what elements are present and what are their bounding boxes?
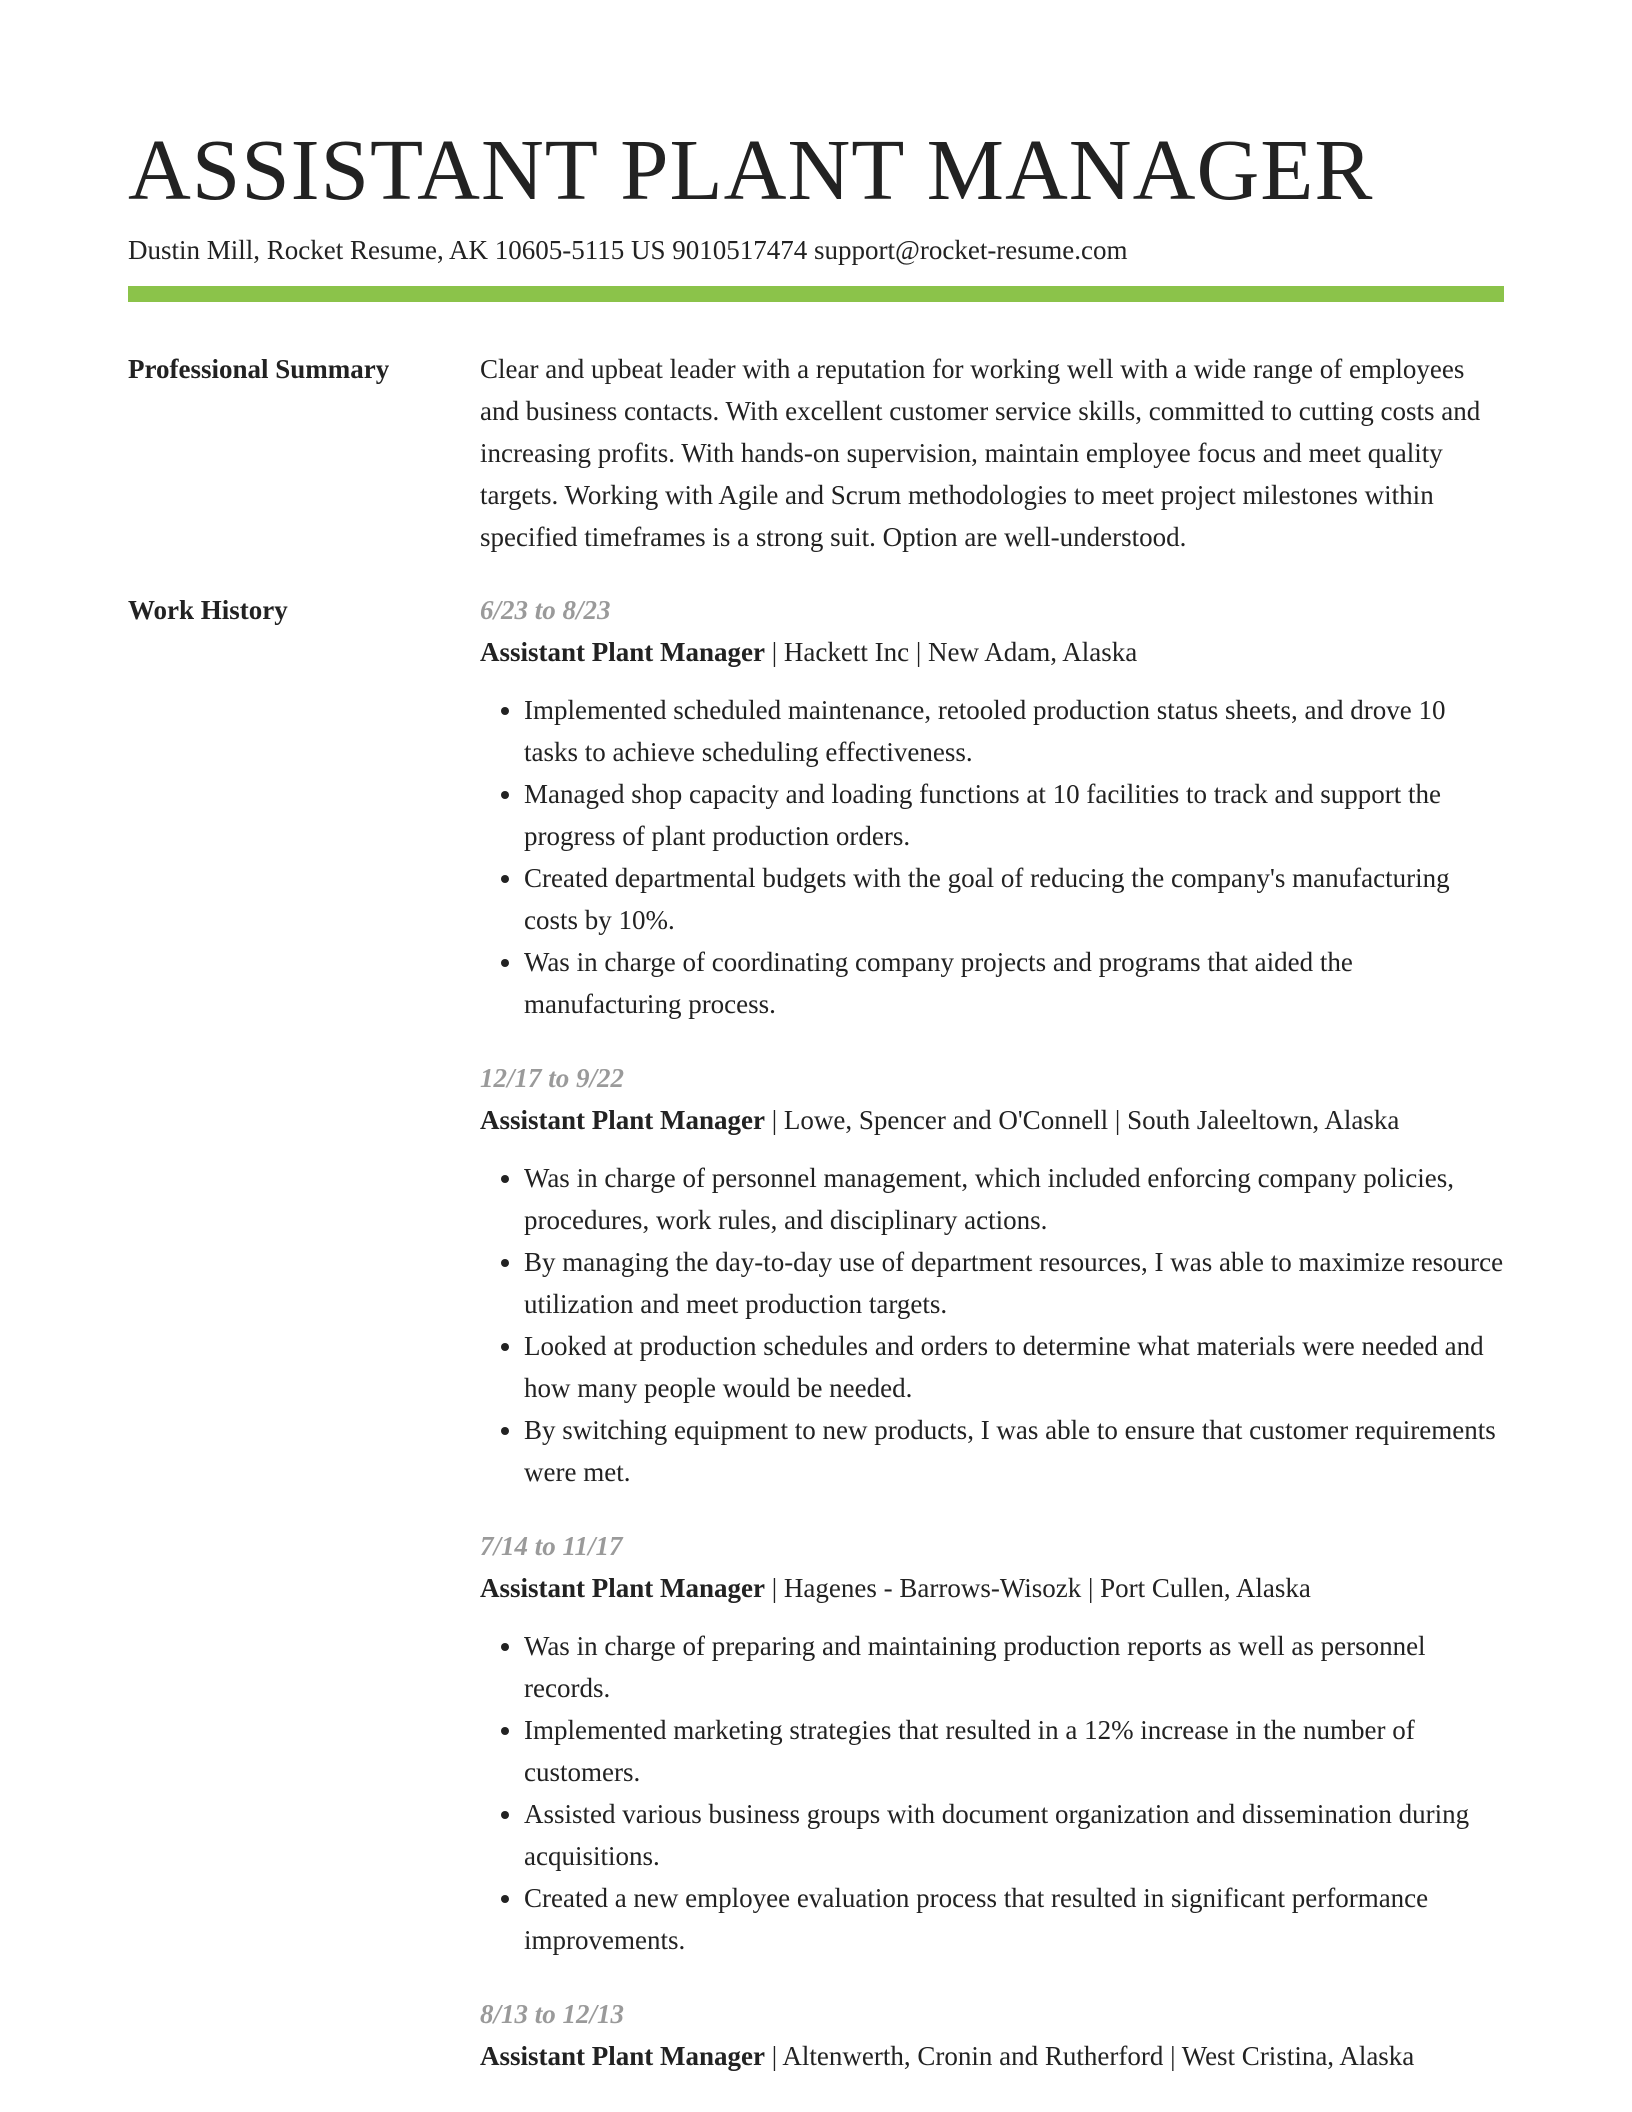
summary-text: Clear and upbeat leader with a reputation for working well with a wide range of employees and business contacts. With excellent customer service skills, committed to cutting costs and increasing profits. With hands-on supervision, maintain employee focus and meet quality targets. Working with Agile and Scrum methodologies to meet project milestones within specified timeframes is a strong suit. Option are well-understood.	[480, 354, 1481, 552]
job-entry	[480, 1525, 1504, 1961]
job-bullet: • Managed shop capacity and loading functions at 10 facilities to track and support the progress of plant production orders.	[524, 773, 1504, 857]
section-label-work-history: Work History	[128, 595, 288, 625]
job-heading	[480, 631, 1504, 673]
contact-info: Dustin Mill, Rocket Resume, AK 10605-5115 US 9010517474 support@rocket-resume.com	[128, 235, 1128, 265]
job-bullet: • Created departmental budgets with the goal of reducing the company's manufacturing costs by 10%.	[524, 857, 1504, 941]
job-dates: 6/23 to 8/23	[480, 595, 611, 625]
job-title: Assistant Plant Manager	[480, 637, 765, 667]
job-dates: 7/14 to 11/17	[480, 1531, 623, 1561]
job-bullet: • Was in charge of coordinating company projects and programs that aided the manufacturing process.	[524, 941, 1504, 1025]
professional-summary-section	[128, 348, 1504, 558]
job-heading	[480, 1099, 1504, 1141]
job-company-location: | Altenwerth, Cronin and Rutherford | West Cristina, Alaska	[765, 2041, 1415, 2071]
job-company-location: | Hackett Inc | New Adam, Alaska	[765, 637, 1138, 667]
job-bullet: • By switching equipment to new products, I was able to ensure that customer requirements were met.	[524, 1409, 1504, 1493]
job-dates: 12/17 to 9/22	[480, 1063, 625, 1093]
job-entry	[480, 1993, 1504, 2077]
job-bullet: • Implemented marketing strategies that resulted in a 12% increase in the number of customers.	[524, 1709, 1504, 1793]
job-entry	[480, 589, 1504, 1025]
job-bullet: • Created a new employee evaluation process that resulted in significant performance improvements.	[524, 1877, 1504, 1961]
job-company-location: | Lowe, Spencer and O'Connell | South Jaleeltown, Alaska	[765, 1105, 1400, 1135]
job-bullets	[480, 689, 1504, 1025]
resume-title: ASSISTANT PLANT MANAGER	[128, 121, 1374, 218]
work-history-section	[128, 589, 1504, 2109]
job-entry	[480, 1057, 1504, 1493]
job-bullet: • Implemented scheduled maintenance, retooled production status sheets, and drove 10 tasks to achieve scheduling effectiveness.	[524, 689, 1504, 773]
job-bullet: • Was in charge of personnel management, which included enforcing company policies, procedures, work rules, and disciplinary actions.	[524, 1157, 1504, 1241]
job-bullets	[480, 1157, 1504, 1493]
section-label-professional-summary: Professional Summary	[128, 354, 390, 384]
job-heading	[480, 1567, 1504, 1609]
accent-divider	[128, 286, 1504, 302]
job-dates: 8/13 to 12/13	[480, 1999, 625, 2029]
resume-page	[128, 120, 1504, 2109]
job-title: Assistant Plant Manager	[480, 1105, 765, 1135]
job-bullet: • Assisted various business groups with document organization and dissemination during acquisitions.	[524, 1793, 1504, 1877]
job-bullets	[480, 1625, 1504, 1961]
job-bullet: • By managing the day-to-day use of department resources, I was able to maximize resource utilization and meet production targets.	[524, 1241, 1504, 1325]
job-heading	[480, 2035, 1504, 2077]
job-bullet: • Looked at production schedules and orders to determine what materials were needed and how many people would be needed.	[524, 1325, 1504, 1409]
job-company-location: | Hagenes - Barrows-Wisozk | Port Cullen, Alaska	[765, 1573, 1311, 1603]
job-title: Assistant Plant Manager	[480, 1573, 765, 1603]
job-title: Assistant Plant Manager	[480, 2041, 765, 2071]
job-bullet: • Was in charge of preparing and maintaining production reports as well as personnel records.	[524, 1625, 1504, 1709]
work-history-list	[480, 589, 1504, 2109]
